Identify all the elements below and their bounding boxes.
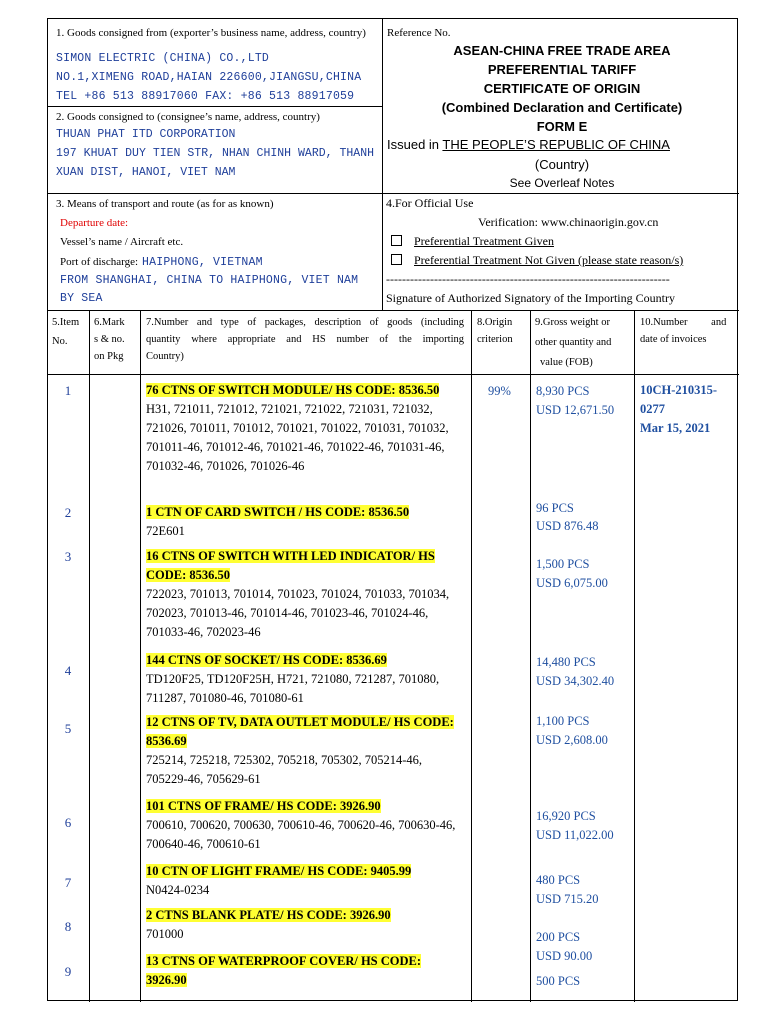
title-line-2: PREFERENTIAL TARIFF bbox=[487, 62, 637, 77]
consignee-address-1: 197 KHUAT DUY TIEN STR, NHAN CHINH WARD, THANH bbox=[56, 147, 374, 160]
item-quantity: 16,920 PCS bbox=[536, 809, 596, 823]
exporter-contact: TEL +86 513 88917060 FAX: +86 513 88917059 bbox=[56, 90, 355, 103]
item-number: 8 bbox=[64, 919, 72, 934]
departure-date-label: Departure date: bbox=[60, 217, 129, 229]
item-description bbox=[146, 906, 464, 944]
option-preferential-not-given[interactable] bbox=[391, 253, 683, 268]
col8-header-2: criterion bbox=[477, 334, 513, 345]
item-value: USD 6,075.00 bbox=[536, 576, 608, 590]
item-quantity: 96 PCS bbox=[536, 501, 574, 515]
col6-header-3: on Pkg bbox=[94, 351, 124, 362]
port-label: Port of discharge: bbox=[60, 256, 139, 268]
item-value: USD 90.00 bbox=[536, 949, 593, 963]
item-value: USD 2,608.00 bbox=[536, 733, 608, 747]
item-value: USD 715.20 bbox=[536, 892, 599, 906]
consignee-address-2: XUAN DIST, HANOI, VIET NAM bbox=[56, 166, 236, 179]
col8-header-1: 8.Origin bbox=[477, 317, 513, 328]
origin-criterion: 99% bbox=[488, 384, 511, 398]
item-description bbox=[146, 713, 464, 789]
title-line-1: ASEAN-CHINA FREE TRADE AREA bbox=[453, 43, 671, 58]
item-value: USD 876.48 bbox=[536, 519, 599, 533]
col7-header-3: Country) bbox=[146, 351, 184, 362]
certificate-form bbox=[47, 18, 738, 1001]
item-number: 5 bbox=[64, 721, 72, 736]
item-title: 10 CTN OF LIGHT FRAME/ HS CODE: 9405.99 bbox=[146, 864, 412, 878]
title-line-3: CERTIFICATE OF ORIGIN bbox=[483, 81, 641, 96]
overleaf-notes: See Overleaf Notes bbox=[509, 176, 615, 190]
box3-bottom-line bbox=[48, 310, 739, 311]
item-description bbox=[146, 952, 464, 990]
column-header-bottom-line bbox=[48, 374, 739, 375]
item-detail: 725214, 725218, 725302, 705218, 705302, 705214-46, 705229-46, 705629-61 bbox=[146, 753, 423, 786]
route-line-2: BY SEA bbox=[60, 292, 103, 305]
item-title: 76 CTNS OF SWITCH MODULE/ HS CODE: 8536.50 bbox=[146, 383, 440, 397]
col9-header-3: value (FOB) bbox=[540, 357, 593, 368]
item-quantity: 200 PCS bbox=[536, 930, 581, 944]
box2-bottom-line bbox=[48, 193, 739, 194]
item-number: 4 bbox=[64, 663, 72, 678]
item-number: 3 bbox=[64, 549, 72, 564]
option-preferential-given[interactable] bbox=[391, 234, 554, 249]
item-quantity: 8,930 PCS bbox=[536, 384, 590, 398]
option-given-label: Preferential Treatment Given bbox=[414, 234, 554, 248]
item-detail: 722023, 701013, 701014, 701023, 701024, 701033, 701034, 702023, 701013-46, 701014-46, 701023-46, 701024-46, 701033-46, 702023-46 bbox=[146, 587, 450, 639]
col6-header-2: s & no. bbox=[94, 334, 125, 345]
item-description bbox=[146, 503, 464, 541]
exporter-name: SIMON ELECTRIC (CHINA) CO.,LTD bbox=[56, 52, 270, 65]
col9-header-1: 9.Gross weight or bbox=[535, 317, 610, 328]
signature-dash-line: ----------------------------------------------------------------------- bbox=[386, 272, 670, 286]
vessel-label: Vessel’s name / Aircraft etc. bbox=[60, 236, 184, 248]
item-number: 6 bbox=[64, 815, 72, 830]
col7-header-2: quantity where appropriate and HS number of the importing bbox=[146, 334, 464, 345]
item-number: 7 bbox=[64, 875, 72, 890]
verification-text: Verification: www.chinaorigin.gov.cn bbox=[478, 215, 659, 229]
form-name: FORM E bbox=[536, 119, 588, 134]
item-detail: H31, 721011, 721012, 721021, 721022, 721031, 721032, 721026, 701011, 701012, 701021, 701022, 701031, 701032, 701011-46, 701012-46, 701021-46, 701022-46, 701031-46, 701032-46, 701026, 701026-46 bbox=[146, 402, 449, 473]
box1-bottom-line bbox=[48, 106, 382, 107]
col9-header-2: other quantity and bbox=[535, 337, 612, 348]
item-description bbox=[146, 547, 464, 642]
item-quantity: 1,100 PCS bbox=[536, 714, 590, 728]
item-number: 2 bbox=[64, 505, 72, 520]
item-description bbox=[146, 651, 464, 708]
col5-header-2: No. bbox=[52, 336, 68, 347]
col-divider-description bbox=[471, 310, 472, 1002]
issued-country: THE PEOPLE’S REPUBLIC OF CHINA bbox=[442, 137, 670, 152]
item-detail: 701000 bbox=[146, 927, 184, 941]
item-value: USD 11,022.00 bbox=[536, 828, 614, 842]
exporter-address: NO.1,XIMENG ROAD,HAIAN 226600,JIANGSU,CHINA bbox=[56, 71, 362, 84]
item-detail: 72E601 bbox=[146, 524, 185, 538]
item-title: 144 CTNS OF SOCKET/ HS CODE: 8536.69 bbox=[146, 653, 387, 667]
top-divider-vertical bbox=[382, 19, 383, 311]
item-description bbox=[146, 862, 464, 900]
item-quantity: 480 PCS bbox=[536, 873, 581, 887]
box2-label: 2. Goods consigned to (consignee’s name, address, country) bbox=[56, 111, 320, 123]
item-description bbox=[146, 381, 464, 476]
invoice-number-1: 10CH-210315- bbox=[640, 383, 718, 397]
checkbox-not-given[interactable] bbox=[391, 254, 402, 265]
consignee-name: THUAN PHAT ITD CORPORATION bbox=[56, 128, 236, 141]
item-title: 101 CTNS OF FRAME/ HS CODE: 3926.90 bbox=[146, 799, 381, 813]
item-description bbox=[146, 797, 464, 854]
item-title: 2 CTNS BLANK PLATE/ HS CODE: 3926.90 bbox=[146, 908, 391, 922]
box1-label: 1. Goods consigned from (exporter’s business name, address, country) bbox=[56, 27, 366, 39]
item-detail: 700610, 700620, 700630, 700610-46, 700620-46, 700630-46, 700640-46, 700610-61 bbox=[146, 818, 456, 851]
invoice-number-2: 0277 bbox=[640, 402, 665, 416]
issued-in bbox=[387, 137, 670, 152]
item-quantity: 1,500 PCS bbox=[536, 557, 590, 571]
item-number: 9 bbox=[64, 964, 72, 979]
item-title: 12 CTNS OF TV, DATA OUTLET MODULE/ HS CODE: 8536.69 bbox=[146, 715, 454, 748]
item-title: 16 CTNS OF SWITCH WITH LED INDICATOR/ HS CODE: 8536.50 bbox=[146, 549, 435, 582]
box4-label: 4.For Official Use bbox=[386, 196, 474, 210]
item-quantity: 500 PCS bbox=[536, 974, 581, 988]
reference-label: Reference No. bbox=[387, 27, 451, 39]
item-detail: N0424-0234 bbox=[146, 883, 210, 897]
col5-header-1: 5.Item bbox=[52, 317, 80, 328]
box3-label: 3. Means of transport and route (as for as known) bbox=[56, 198, 274, 210]
route-line-1: FROM SHANGHAI, CHINA TO HAIPHONG, VIET NAM bbox=[60, 274, 359, 287]
item-value: USD 34,302.40 bbox=[536, 674, 615, 688]
title-line-4: (Combined Declaration and Certificate) bbox=[441, 100, 683, 115]
item-title: 13 CTNS OF WATERPROOF COVER/ HS CODE: 3926.90 bbox=[146, 954, 422, 987]
item-title: 1 CTN OF CARD SWITCH / HS CODE: 8536.50 bbox=[146, 505, 410, 519]
country-label: (Country) bbox=[534, 157, 590, 172]
col-divider-item bbox=[89, 310, 90, 1002]
col-divider-quantity bbox=[634, 310, 635, 1002]
item-value: USD 12,671.50 bbox=[536, 403, 615, 417]
col10-header-2: date of invoices bbox=[640, 334, 707, 345]
col7-header-1: 7.Number and type of packages, description of goods (including bbox=[146, 317, 464, 328]
col-divider-marks bbox=[140, 310, 141, 1002]
checkbox-given[interactable] bbox=[391, 235, 402, 246]
item-number: 1 bbox=[64, 383, 72, 398]
issued-prefix: Issued in bbox=[387, 137, 443, 152]
item-detail: TD120F25, TD120F25H, H721, 721080, 721287, 701080, 711287, 701080-46, 701080-61 bbox=[146, 672, 440, 705]
col-divider-origin bbox=[530, 310, 531, 1002]
invoice-date: Mar 15, 2021 bbox=[640, 421, 711, 435]
col10-header-1: 10.Number and bbox=[640, 317, 727, 328]
col6-header-1: 6.Mark bbox=[94, 317, 125, 328]
port-of-discharge bbox=[60, 252, 263, 270]
item-quantity: 14,480 PCS bbox=[536, 655, 596, 669]
signature-label: Signature of Authorized Signatory of the Importing Country bbox=[386, 291, 675, 305]
port-value: HAIPHONG, VIETNAM bbox=[142, 256, 263, 269]
option-not-given-label: Preferential Treatment Not Given (please state reason/s) bbox=[414, 253, 684, 267]
